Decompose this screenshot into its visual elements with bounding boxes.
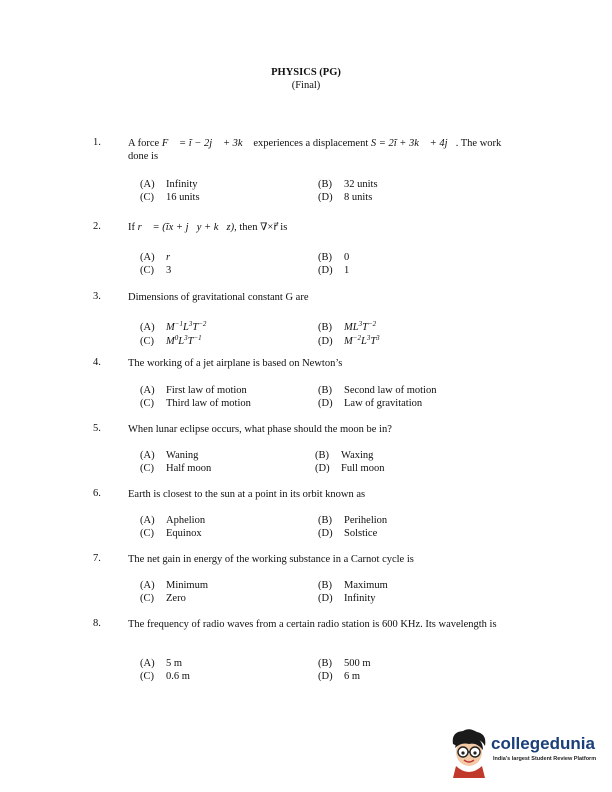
option-text: Zero — [166, 593, 186, 604]
dimension-formula: $M^{-1}L^3T^{-2}$ — [166, 320, 207, 333]
page-subtitle: (Final) — [291, 80, 321, 91]
option-d[interactable] — [318, 592, 376, 605]
mascot-icon — [447, 728, 491, 778]
option-text: Full moon — [341, 463, 385, 474]
option-label: (C) — [140, 528, 154, 539]
option-text: Infinity — [344, 593, 376, 604]
option-text: Aphelion — [166, 515, 206, 526]
option-label: (C) — [140, 192, 154, 203]
option-text: Waning — [166, 450, 199, 461]
option-text: 1 — [344, 265, 350, 276]
option-text: Third law of motion — [166, 398, 251, 409]
dimension-formula: $ML^3T^{-2}$ — [344, 320, 377, 333]
option-text: 6 m — [344, 671, 361, 682]
force-expression: F⃗ = ĩ − 2j⃗ + 3k⃗ — [161, 138, 251, 149]
page-header — [0, 66, 612, 92]
option-text: Equinox — [166, 528, 202, 539]
option-c[interactable] — [140, 264, 171, 277]
option-text: Minimum — [166, 580, 209, 591]
option-a[interactable] — [140, 514, 205, 527]
option-label: (A) — [140, 450, 155, 461]
option-text: Second law of motion — [344, 385, 437, 396]
option-b[interactable] — [315, 449, 373, 462]
question-text-part: A force — [128, 138, 162, 149]
option-b[interactable] — [318, 657, 371, 670]
option-text: Solstice — [344, 528, 378, 539]
option-text: Waxing — [341, 450, 374, 461]
option-text: 3 — [166, 265, 172, 276]
option-label: (D) — [318, 265, 333, 276]
option-b[interactable] — [318, 514, 387, 527]
option-label: (A) — [140, 385, 155, 396]
question-text: The net gain in energy of the working substance in a Carnot cycle is — [128, 554, 414, 565]
option-text: Maximum — [344, 580, 388, 591]
question-text: Dimensions of gravitational constant G are — [128, 292, 309, 303]
option-label: (A) — [140, 658, 155, 669]
question-number: 3. — [93, 291, 101, 302]
option-label: (B) — [318, 580, 332, 591]
option-a[interactable] — [140, 251, 170, 264]
question-number: 1. — [93, 137, 101, 148]
option-label: (A) — [140, 179, 155, 190]
option-text: First law of motion — [166, 385, 247, 396]
option-text: 500 m — [344, 658, 371, 669]
option-d[interactable] — [318, 332, 380, 348]
page-title: PHYSICS (PG) — [271, 67, 341, 78]
option-d[interactable] — [315, 462, 384, 475]
question-text-part: experiences a displacement — [250, 138, 371, 149]
option-text: 16 units — [166, 192, 200, 203]
option-label: (A) — [140, 515, 155, 526]
option-label: (D) — [318, 192, 333, 203]
option-a[interactable] — [140, 384, 247, 397]
option-label: (C) — [140, 398, 154, 409]
question-text-part: . The work done is — [128, 138, 502, 162]
option-label: (C) — [140, 463, 154, 474]
option-c[interactable] — [140, 191, 200, 204]
option-label: (D) — [318, 336, 333, 347]
option-text: 32 units — [344, 179, 378, 190]
logo-tagline: India's largest Student Review Platform — [493, 756, 597, 762]
option-label: (B) — [318, 252, 332, 263]
option-a[interactable] — [140, 178, 198, 191]
dimension-formula: $M^0L^3T^{-1}$ — [166, 334, 202, 347]
question-text-part: If — [128, 222, 138, 233]
option-label: (D) — [318, 593, 333, 604]
option-c[interactable] — [140, 462, 211, 475]
question-text — [128, 221, 523, 234]
option-d[interactable] — [318, 670, 360, 683]
option-c[interactable] — [140, 332, 202, 348]
option-c[interactable] — [140, 592, 186, 605]
option-label: (C) — [140, 265, 154, 276]
option-a[interactable] — [140, 579, 208, 592]
option-label: (B) — [318, 179, 332, 190]
question-text: Earth is closest to the sun at a point in its orbit known as — [128, 489, 366, 500]
question-number: 8. — [93, 618, 101, 629]
option-b[interactable] — [318, 251, 349, 264]
option-c[interactable] — [140, 670, 190, 683]
option-label: (D) — [318, 398, 333, 409]
question-text: The frequency of radio waves from a certain radio station is 600 KHz. Its wavelength is — [128, 619, 497, 630]
option-label: (C) — [140, 593, 154, 604]
option-a[interactable] — [140, 449, 198, 462]
question-text-part: , then ∇×r⃗ is — [234, 222, 288, 233]
dimension-formula: $M^{-2}L^3T^3$ — [344, 334, 380, 347]
option-text: 8 units — [344, 192, 373, 203]
option-label: (A) — [140, 580, 155, 591]
question-number: 6. — [93, 488, 101, 499]
option-label: (C) — [140, 671, 154, 682]
option-b[interactable] — [318, 579, 388, 592]
option-a[interactable] — [140, 657, 182, 670]
option-label: (B) — [315, 450, 329, 461]
option-label: (A) — [140, 322, 155, 333]
option-label: (D) — [318, 528, 333, 539]
question-number: 7. — [93, 553, 101, 564]
question-number: 5. — [93, 423, 101, 434]
option-b[interactable] — [318, 178, 378, 191]
option-label: (D) — [315, 463, 330, 474]
vector-expression: r⃗ = (ĩx + j⃗y + k⃗z) — [137, 222, 235, 233]
option-c[interactable] — [140, 527, 202, 540]
logo-wordmark: collegedunia — [491, 734, 595, 753]
option-text: r — [166, 252, 171, 263]
question-number: 2. — [93, 221, 101, 232]
option-label: (B) — [318, 515, 332, 526]
option-label: (A) — [140, 252, 155, 263]
option-d[interactable] — [318, 191, 372, 204]
option-d[interactable] — [318, 397, 422, 410]
question-text: The working of a jet airplane is based on Newton’s — [128, 358, 343, 369]
option-text: Law of gravitation — [344, 398, 423, 409]
option-label: (B) — [318, 385, 332, 396]
option-label: (D) — [318, 671, 333, 682]
option-d[interactable] — [318, 527, 377, 540]
option-b[interactable] — [318, 384, 436, 397]
displacement-expression: S = 2ĩ + 3k⃗ + 4j⃗ — [370, 138, 456, 149]
option-text: 5 m — [166, 658, 183, 669]
option-text: 0 — [344, 252, 350, 263]
option-c[interactable] — [140, 397, 251, 410]
option-text: 0.6 m — [166, 671, 190, 682]
option-d[interactable] — [318, 264, 349, 277]
question-text — [128, 137, 523, 163]
question-number: 4. — [93, 357, 101, 368]
option-label: (B) — [318, 322, 332, 333]
question-text: When lunar eclipse occurs, what phase should the moon be in? — [128, 424, 392, 435]
collegedunia-logo[interactable] — [447, 728, 607, 778]
option-text: Half moon — [166, 463, 212, 474]
option-text: Perihelion — [344, 515, 388, 526]
option-text: Infinity — [166, 179, 198, 190]
option-label: (C) — [140, 336, 154, 347]
option-label: (B) — [318, 658, 332, 669]
